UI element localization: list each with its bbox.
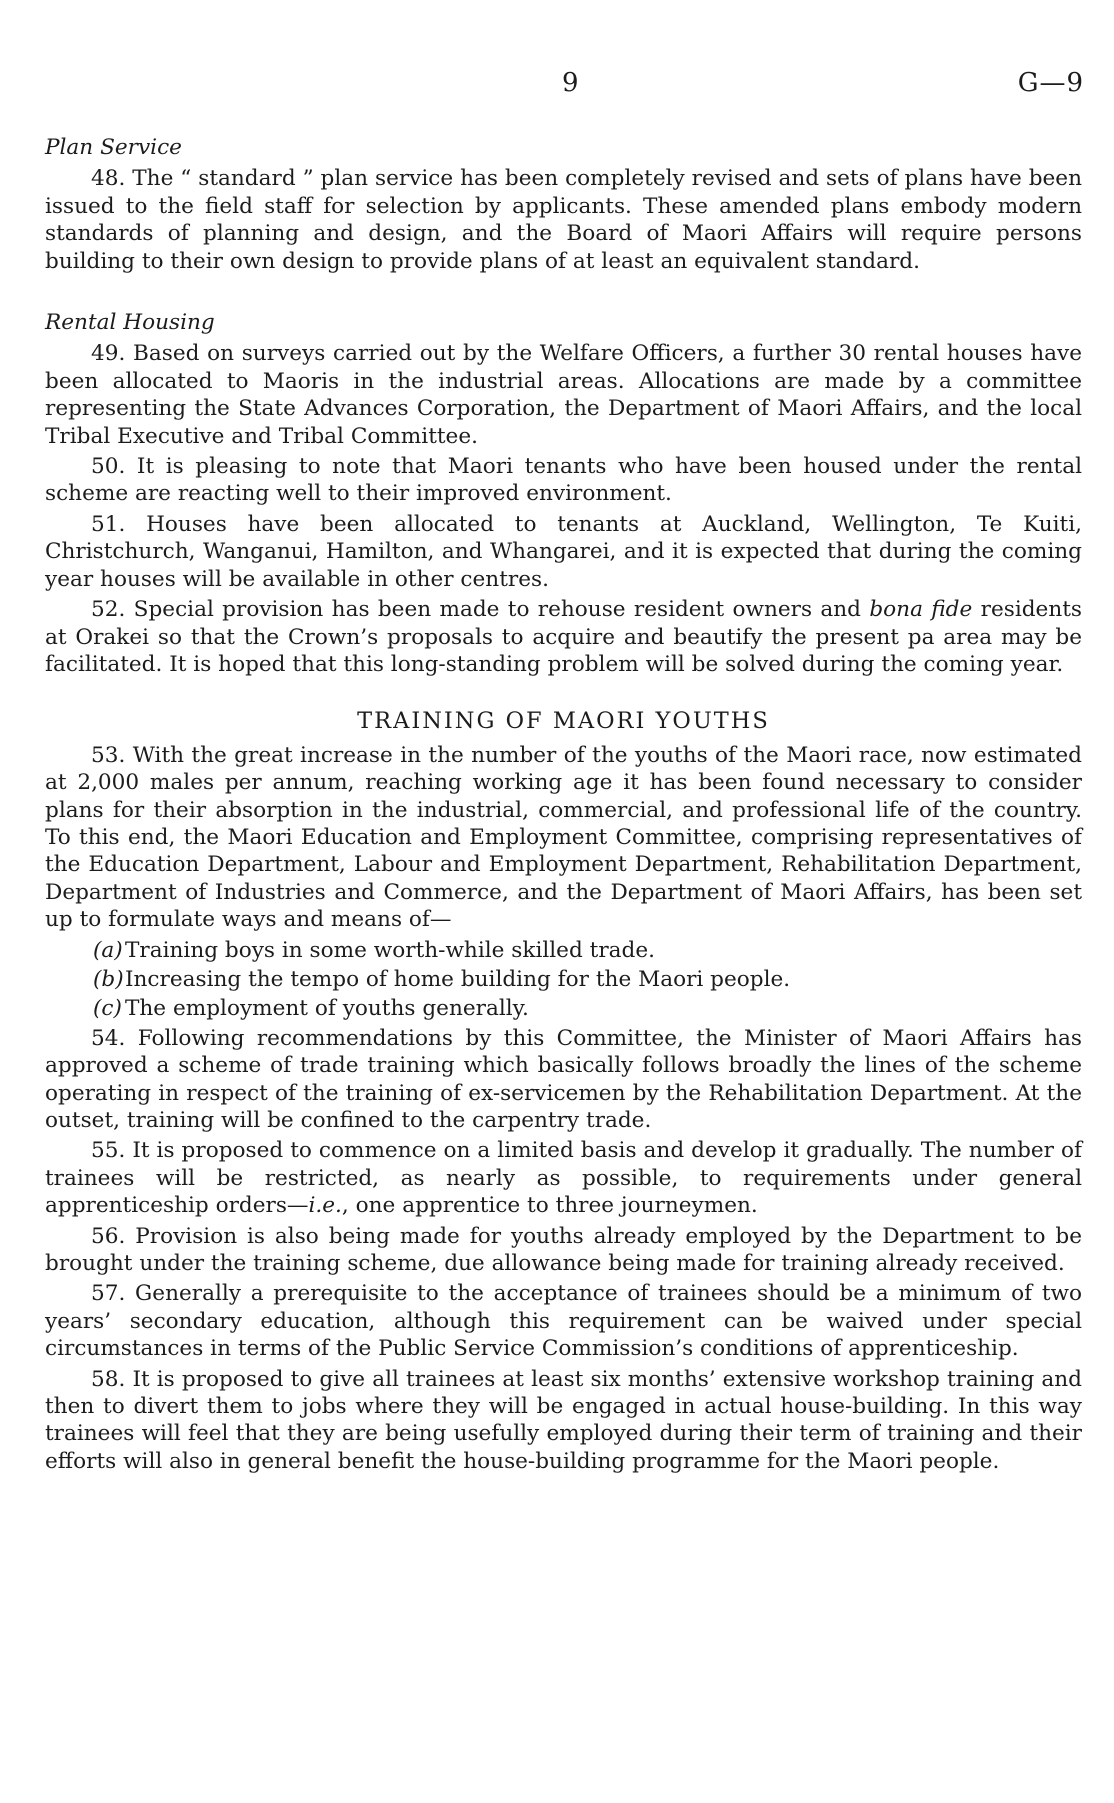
paragraph-52 (45, 596, 1082, 678)
body-text (45, 134, 1082, 1478)
list-item-label: (c) (93, 996, 122, 1022)
list-item (93, 966, 1082, 993)
document-reference: G—9 (1017, 68, 1084, 98)
paragraph-58: 58. It is proposed to give all trainees at least six months’ extensive workshop training and then to divert them to jobs where they will be engaged in actual house-building. In this way trainees will feel that they are being usefully employed during their term of training and their efforts will also in general benefit the house-building programme for the Maori people. (45, 1366, 1082, 1474)
paragraph-50: 50. It is pleasing to note that Maori tenants who have been housed under the rental scheme are reacting well to their improved environment. (45, 454, 1082, 507)
list-item-text: Increasing the tempo of home building for the Maori people. (125, 966, 791, 992)
paragraph-49: 49. Based on surveys carried out by the Welfare Officers, a further 30 rental houses have been allocated to Maoris in the industrial areas. Allocations are made by a committee representing the State Advances Corporation, the Department of Maori Affairs, and the local Tribal Executive and Tribal Committee. (45, 341, 1082, 449)
paragraph-48: 48. The “ standard ” plan service has been completely revised and sets of plans have been issued to the field staff for selection by applicants. These amended plans embody modern standards of planning and design, and the Board of Maori Affairs will require persons building to their own design to provide plans of at least an equivalent standard. (45, 166, 1082, 274)
list-item-text: The employment of youths generally. (125, 996, 529, 1022)
list-item-label: (a) (93, 937, 123, 963)
paragraph-55-text-end: , one apprentice to three journeymen. (341, 1193, 758, 1219)
paragraph-52-text-end: residents at Orakei so that the Crown’s proposals to acquire and beautify the present pa area may be facilitated. It is hoped that this long-standing problem will be solved during the coming year. (45, 597, 1082, 677)
paragraph-53: 53. With the great increase in the number of the youths of the Maori race, now estimated at 2,000 males per annum, reaching working age it has been found necessary to consider plans for their absorption in the industrial, commercial, and professional life of the country. To this end, the Maori Education and Employment Committee, comprising representatives of the Education Department, Labour and Employment Department, Rehabilitation Department, Department of Industries and Commerce, and the Department of Maori Affairs, has been set up to formulate ways and means of— (45, 742, 1082, 933)
paragraph-52-text: 52. Special provision has been made to rehouse resident owners and (91, 597, 870, 623)
list-item (93, 937, 1082, 964)
paragraph-57: 57. Generally a prerequisite to the acceptance of trainees should be a minimum of two years’ secondary education, although this requirement can be waived under special circumstances in terms of the Public Service Commission’s conditions of apprenticeship. (45, 1281, 1082, 1362)
paragraph-52-italic: bona fide (869, 597, 973, 623)
plan-service-heading: Plan Service (45, 135, 182, 160)
rental-housing-heading: Rental Housing (45, 310, 215, 336)
page-number: 9 (562, 68, 579, 98)
paragraph-51: 51. Houses have been allocated to tenants at Auckland, Wellington, Te Kuiti, Christchurch, Wanganui, Hamilton, and Whangarei, and it is expected that during the coming year houses will be available in other centres. (45, 511, 1082, 592)
paragraph-54: 54. Following recommendations by this Committee, the Minister of Maori Affairs has approved a scheme of trade training which basically follows broadly the lines of the scheme operating in respect of the training of ex-servicemen by the Rehabilitation Department. At the outset, training will be confined to the carpentry trade. (45, 1025, 1082, 1133)
paragraph-55 (45, 1137, 1082, 1219)
page-header (0, 68, 1114, 104)
paragraph-55-text: 55. It is proposed to commence on a limited basis and develop it gradually. The number of trainees will be restricted, as nearly as possible, to requirements under general apprenticeship orders— (45, 1138, 1082, 1219)
paragraph-55-italic: i.e. (308, 1193, 342, 1219)
training-section-heading: TRAINING OF MAORI YOUTHS (357, 708, 770, 735)
paragraph-56: 56. Provision is also being made for youths already employed by the Department to be brought under the training scheme, due allowance being made for training already received. (45, 1223, 1082, 1277)
list-item (93, 995, 1082, 1022)
list-item-text: Training boys in some worth-while skilled trade. (125, 937, 655, 963)
list-item-label: (b) (93, 966, 124, 992)
